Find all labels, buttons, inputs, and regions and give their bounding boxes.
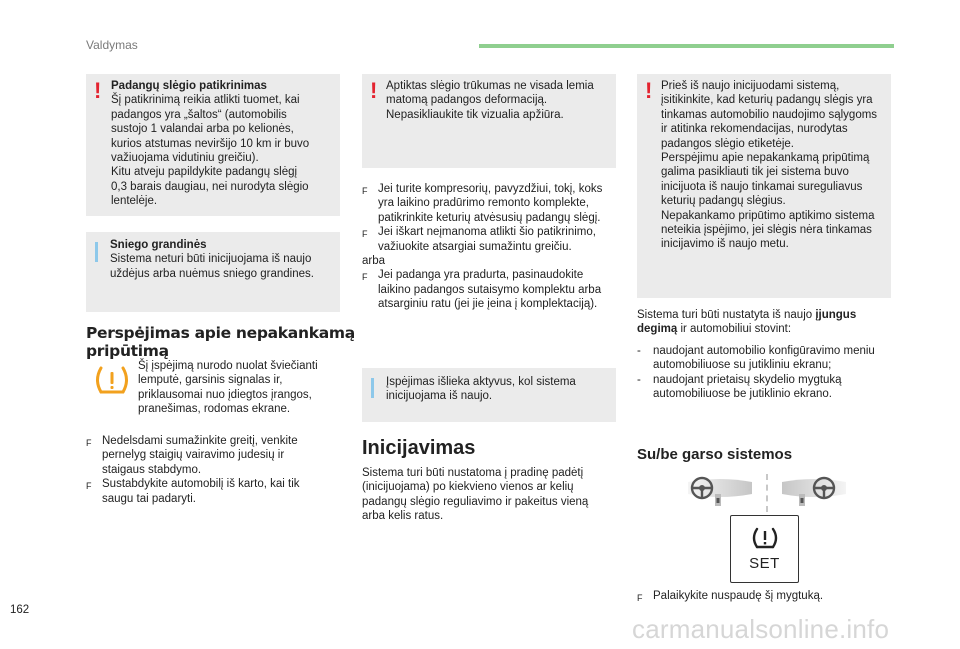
or-text: arba (362, 255, 386, 268)
list-item-line: laikino padangos sutaisymo komplektu arba (378, 283, 602, 296)
watermark: carmanualsonline.info (632, 614, 890, 644)
warning-text-line: priklausomai nuo įdiegtos įrangos, (138, 388, 312, 401)
bullet-marker: F (637, 593, 643, 603)
box-line: Šį patikrinimą reikia atlikti tuomet, kai (111, 94, 300, 107)
list-item (86, 477, 342, 506)
section-heading: Su/be garso sistemos (637, 446, 793, 463)
list-item-line: saugu tai padaryti. (102, 492, 196, 505)
box-line: sustojo 1 valandai arba po kelionės, (111, 123, 294, 136)
paragraph-text: ir automobiliui stovint: (677, 323, 792, 336)
dashboard-right-illustration (780, 472, 848, 512)
box-line: Sistema neturi būti inicijuojama iš naujo (110, 253, 312, 266)
box-line: inicijavimo iš naujo metu. (661, 238, 789, 251)
box-line: neteikia įspėjimo, jei slėgis nėra tinkamas (661, 224, 872, 237)
paragraph-line: padangų slėgio reguliavimo ir pakeitus vieną (362, 495, 589, 508)
paragraph-bold: degimą (637, 323, 678, 336)
list-item-line: staigaus stabdymo. (102, 463, 202, 476)
box-line: galima pasikliauti tik jei sistema buvo (661, 166, 849, 179)
box-line: keturių padangų slėgius. (661, 195, 786, 208)
tyre-pressure-check-warning-box (86, 74, 340, 216)
bullet-marker: F (86, 438, 92, 448)
box-line: Nepakankamo pripūtimo aptikimo sistema (661, 209, 875, 222)
warning-text-line: pranešimas, rodomas ekrane. (138, 403, 291, 416)
box-line: Aptiktas slėgio trūkumas ne visada lemia (386, 80, 594, 92)
exclamation-icon: ! (370, 78, 378, 103)
list-item-line: patikrinkite keturių atvėsusių padangų slėgį. (378, 211, 601, 224)
list-item-line: Sustabdykite automobilį iš karto, kai tik (102, 478, 300, 491)
box-line: Kitu atveju papildykite padangų slėgį (111, 166, 298, 179)
tyre-pressure-icon (750, 526, 780, 550)
box-line: matomą padangos deformaciją. (386, 94, 548, 107)
warning-text-line: lemputė, garsinis signalas ir, (138, 374, 283, 387)
page-number: 162 (10, 604, 30, 616)
box-title: Sniego grandinės (110, 239, 207, 251)
list-item (362, 268, 622, 311)
bullet-marker: F (86, 481, 92, 492)
reinitialisation-warning-box (637, 74, 891, 298)
list-item-line: naudojant prietaisų skydelio mygtuką (653, 373, 842, 386)
info-bar-icon (95, 242, 98, 262)
paragraph-line: arba kelis ratus. (362, 510, 444, 523)
warning-text-line: Šį įspėjimą nurodo nuolat šviečianti (138, 360, 318, 372)
list-item-line: automobiliuose be jutiklinio ekrano. (653, 388, 832, 401)
dashboard-left-illustration (686, 472, 754, 512)
box-line: Nepasikliaukite tik vizualia apžiūra. (386, 108, 564, 121)
list-item-line: Jei turite kompresorių, pavyzdžiui, tokį, koks (378, 183, 603, 195)
list-item (86, 434, 342, 477)
list-item (362, 225, 622, 254)
header-accent-bar (479, 44, 894, 48)
list-item-line: Palaikykite nuspaudę šį mygtuką. (653, 590, 824, 602)
exclamation-icon: ! (645, 78, 653, 103)
paragraph-line: (inicijuojama) po kiekvieno vienos ar kelių (362, 481, 574, 494)
exclamation-icon: ! (94, 78, 102, 103)
bullet-marker: F (362, 229, 368, 240)
section-title: Valdymas (86, 38, 138, 52)
list-item (637, 344, 897, 373)
reset-conditions-paragraph (637, 308, 897, 337)
box-line: inicijuota iš naujo tinkamai sureguliavus (661, 180, 863, 193)
box-line: Perspėjimu apie nepakankamą pripūtimą (661, 152, 870, 165)
box-line: lentelėje. (111, 195, 158, 208)
visual-inspection-warning-box (362, 74, 616, 168)
list-item-line: naudojant automobilio konfigūravimo meniu (653, 345, 875, 357)
list-item (362, 182, 622, 225)
paragraph-text: Sistema turi būti nustatyta iš naujo (637, 309, 816, 321)
paragraph-line: Sistema turi būti nustatoma į pradinę padėtį (362, 467, 584, 479)
dash-marker: - (637, 373, 641, 386)
tyre-pressure-warning-icon (92, 364, 132, 396)
dash-marker: - (637, 345, 641, 357)
list-item-line: Jei iškart neįmanoma atlikti šio patikrinimo, (378, 226, 596, 239)
list-item-line: važiuokite atsargiai sumažintu greičiu. (378, 240, 572, 253)
set-button[interactable] (730, 515, 799, 583)
section-heading: Perspėjimas apie nepakankamą pripūtimą (86, 324, 355, 360)
box-line: įsitikinkite, kad keturių padangų slėgis yra (661, 94, 873, 107)
box-line: padangos yra „šaltos“ (automobilis (111, 108, 287, 121)
box-line: Įspėjimas išlieka aktyvus, kol sistema (386, 376, 576, 388)
list-item-line: yra laikino pradūrimo remonto komplekte, (378, 197, 589, 210)
list-item (637, 589, 897, 605)
box-line: 0,3 barais daugiau, nei nurodyta slėgio (111, 180, 309, 193)
info-bar-icon (371, 378, 374, 398)
box-line: važiuojama vidutiniu greičiu). (111, 152, 259, 165)
list-item-line: pernelyg staigių vairavimo judesių ir (102, 449, 285, 462)
warning-active-info-box (362, 368, 616, 422)
bullet-marker: F (362, 272, 368, 283)
box-line: Prieš iš naujo inicijuodami sistemą, (661, 80, 840, 92)
box-line: uždėjus arba nuėmus sniego grandines. (110, 267, 314, 280)
divider-dashed (766, 474, 768, 512)
list-item-line: atsarginiu ratu (jei jie įeina į komplektaciją). (378, 298, 598, 311)
box-line: ir atitinka rekomendacijas, nurodytas (661, 123, 848, 136)
snow-chains-info-box (86, 232, 340, 312)
section-heading: Inicijavimas (362, 437, 476, 459)
box-line: inicijuojama iš naujo. (386, 390, 493, 403)
set-label: SET (749, 555, 780, 572)
bullet-marker: F (362, 186, 368, 196)
list-item-line: Jei padanga yra pradurta, pasinaudokite (378, 269, 584, 282)
box-line: kurios atstumas neviršijo 10 km ir buvo (111, 137, 310, 150)
list-item-line: automobiliuose su jutikliniu ekranu; (653, 359, 832, 372)
box-line: tinkamas automobilio naudojimo sąlygoms (661, 108, 878, 121)
list-item-line: Nedelsdami sumažinkite greitį, venkite (102, 435, 298, 447)
paragraph-bold: įjungus (815, 309, 857, 321)
box-title: Padangų slėgio patikrinimas (111, 80, 267, 92)
box-line: padangos slėgio etiketėje. (661, 137, 794, 150)
list-item (637, 373, 897, 402)
